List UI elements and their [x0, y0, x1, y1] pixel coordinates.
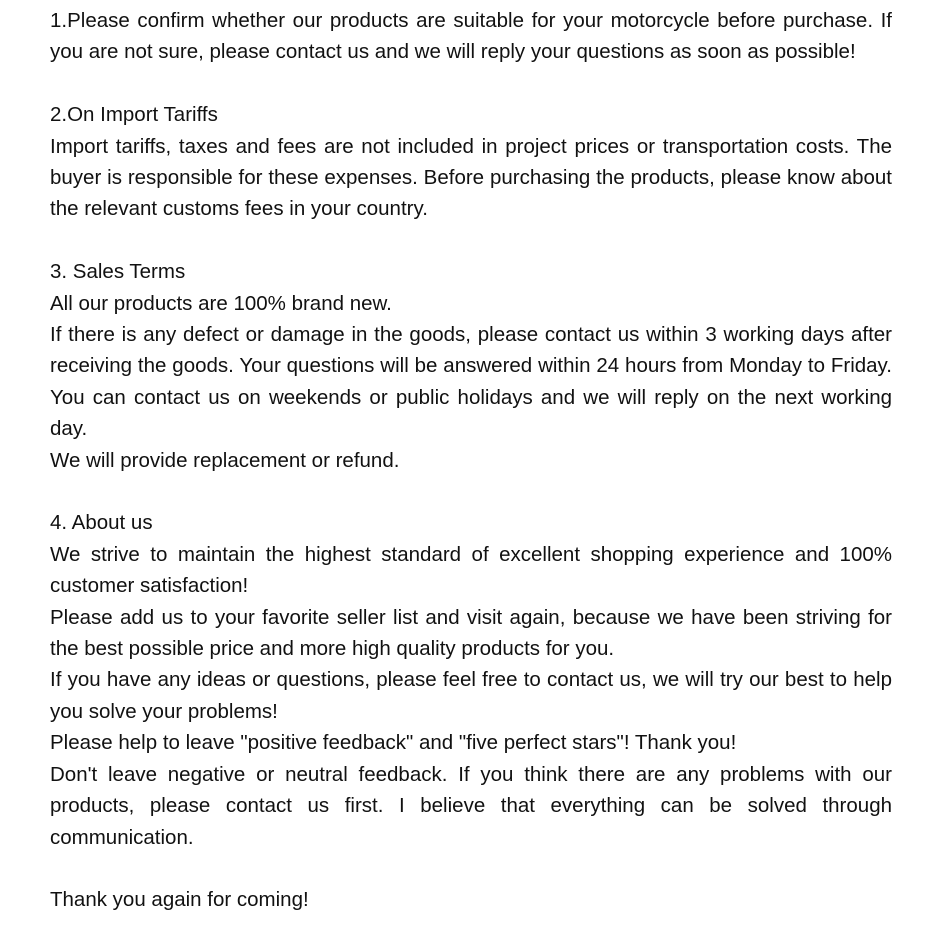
section-3-line-1: All our products are 100% brand new. — [50, 291, 392, 315]
closing-text: Thank you again for coming! — [50, 888, 309, 912]
section-2-body: Import tariffs, taxes and fees are not included in project prices or transportation costs. The buyer is responsible for these expenses. Before purchasing the products, please know about the relevant customs fees in your country. — [50, 134, 892, 221]
policy-document — [50, 5, 892, 916]
section-spacer — [50, 68, 892, 99]
section-1-text: 1.Please confirm whether our products are suitable for your motorcycle before purchase. If you are not sure, please contact us and we will reply your questions as soon as possible! — [50, 9, 892, 64]
section-spacer — [50, 476, 892, 507]
section-4-line-2: Please add us to your favorite seller list and visit again, because we have been striving for the best possible price and more high quality products for you. — [50, 605, 892, 661]
section-4-line-5: Don't leave negative or neutral feedback. If you think there are any problems with our products, please contact us first. I believe that everything can be solved through communication. — [50, 762, 892, 849]
section-4-line-1: We strive to maintain the highest standard of excellent shopping experience and 100% customer satisfaction! — [50, 542, 892, 598]
section-3-line-3: We will provide replacement or refund. — [50, 448, 400, 472]
section-4-heading: 4. About us — [50, 511, 153, 535]
section-4-line-4: Please help to leave "positive feedback" and "five perfect stars"! Thank you! — [50, 731, 737, 755]
section-spacer — [50, 225, 892, 256]
section-4-line-3: If you have any ideas or questions, please feel free to contact us, we will try our best to help you solve your problems! — [50, 668, 892, 723]
section-spacer — [50, 853, 892, 884]
section-2-heading: 2.On Import Tariffs — [50, 103, 218, 127]
section-3-heading: 3. Sales Terms — [50, 260, 186, 284]
section-3-line-2: If there is any defect or damage in the goods, please contact us within 3 working days after receiving the goods. Your questions will be answered within 24 hours from Monday to Friday. You can contact us on weekends or public holidays and we will reply on the next working day. — [50, 323, 892, 441]
